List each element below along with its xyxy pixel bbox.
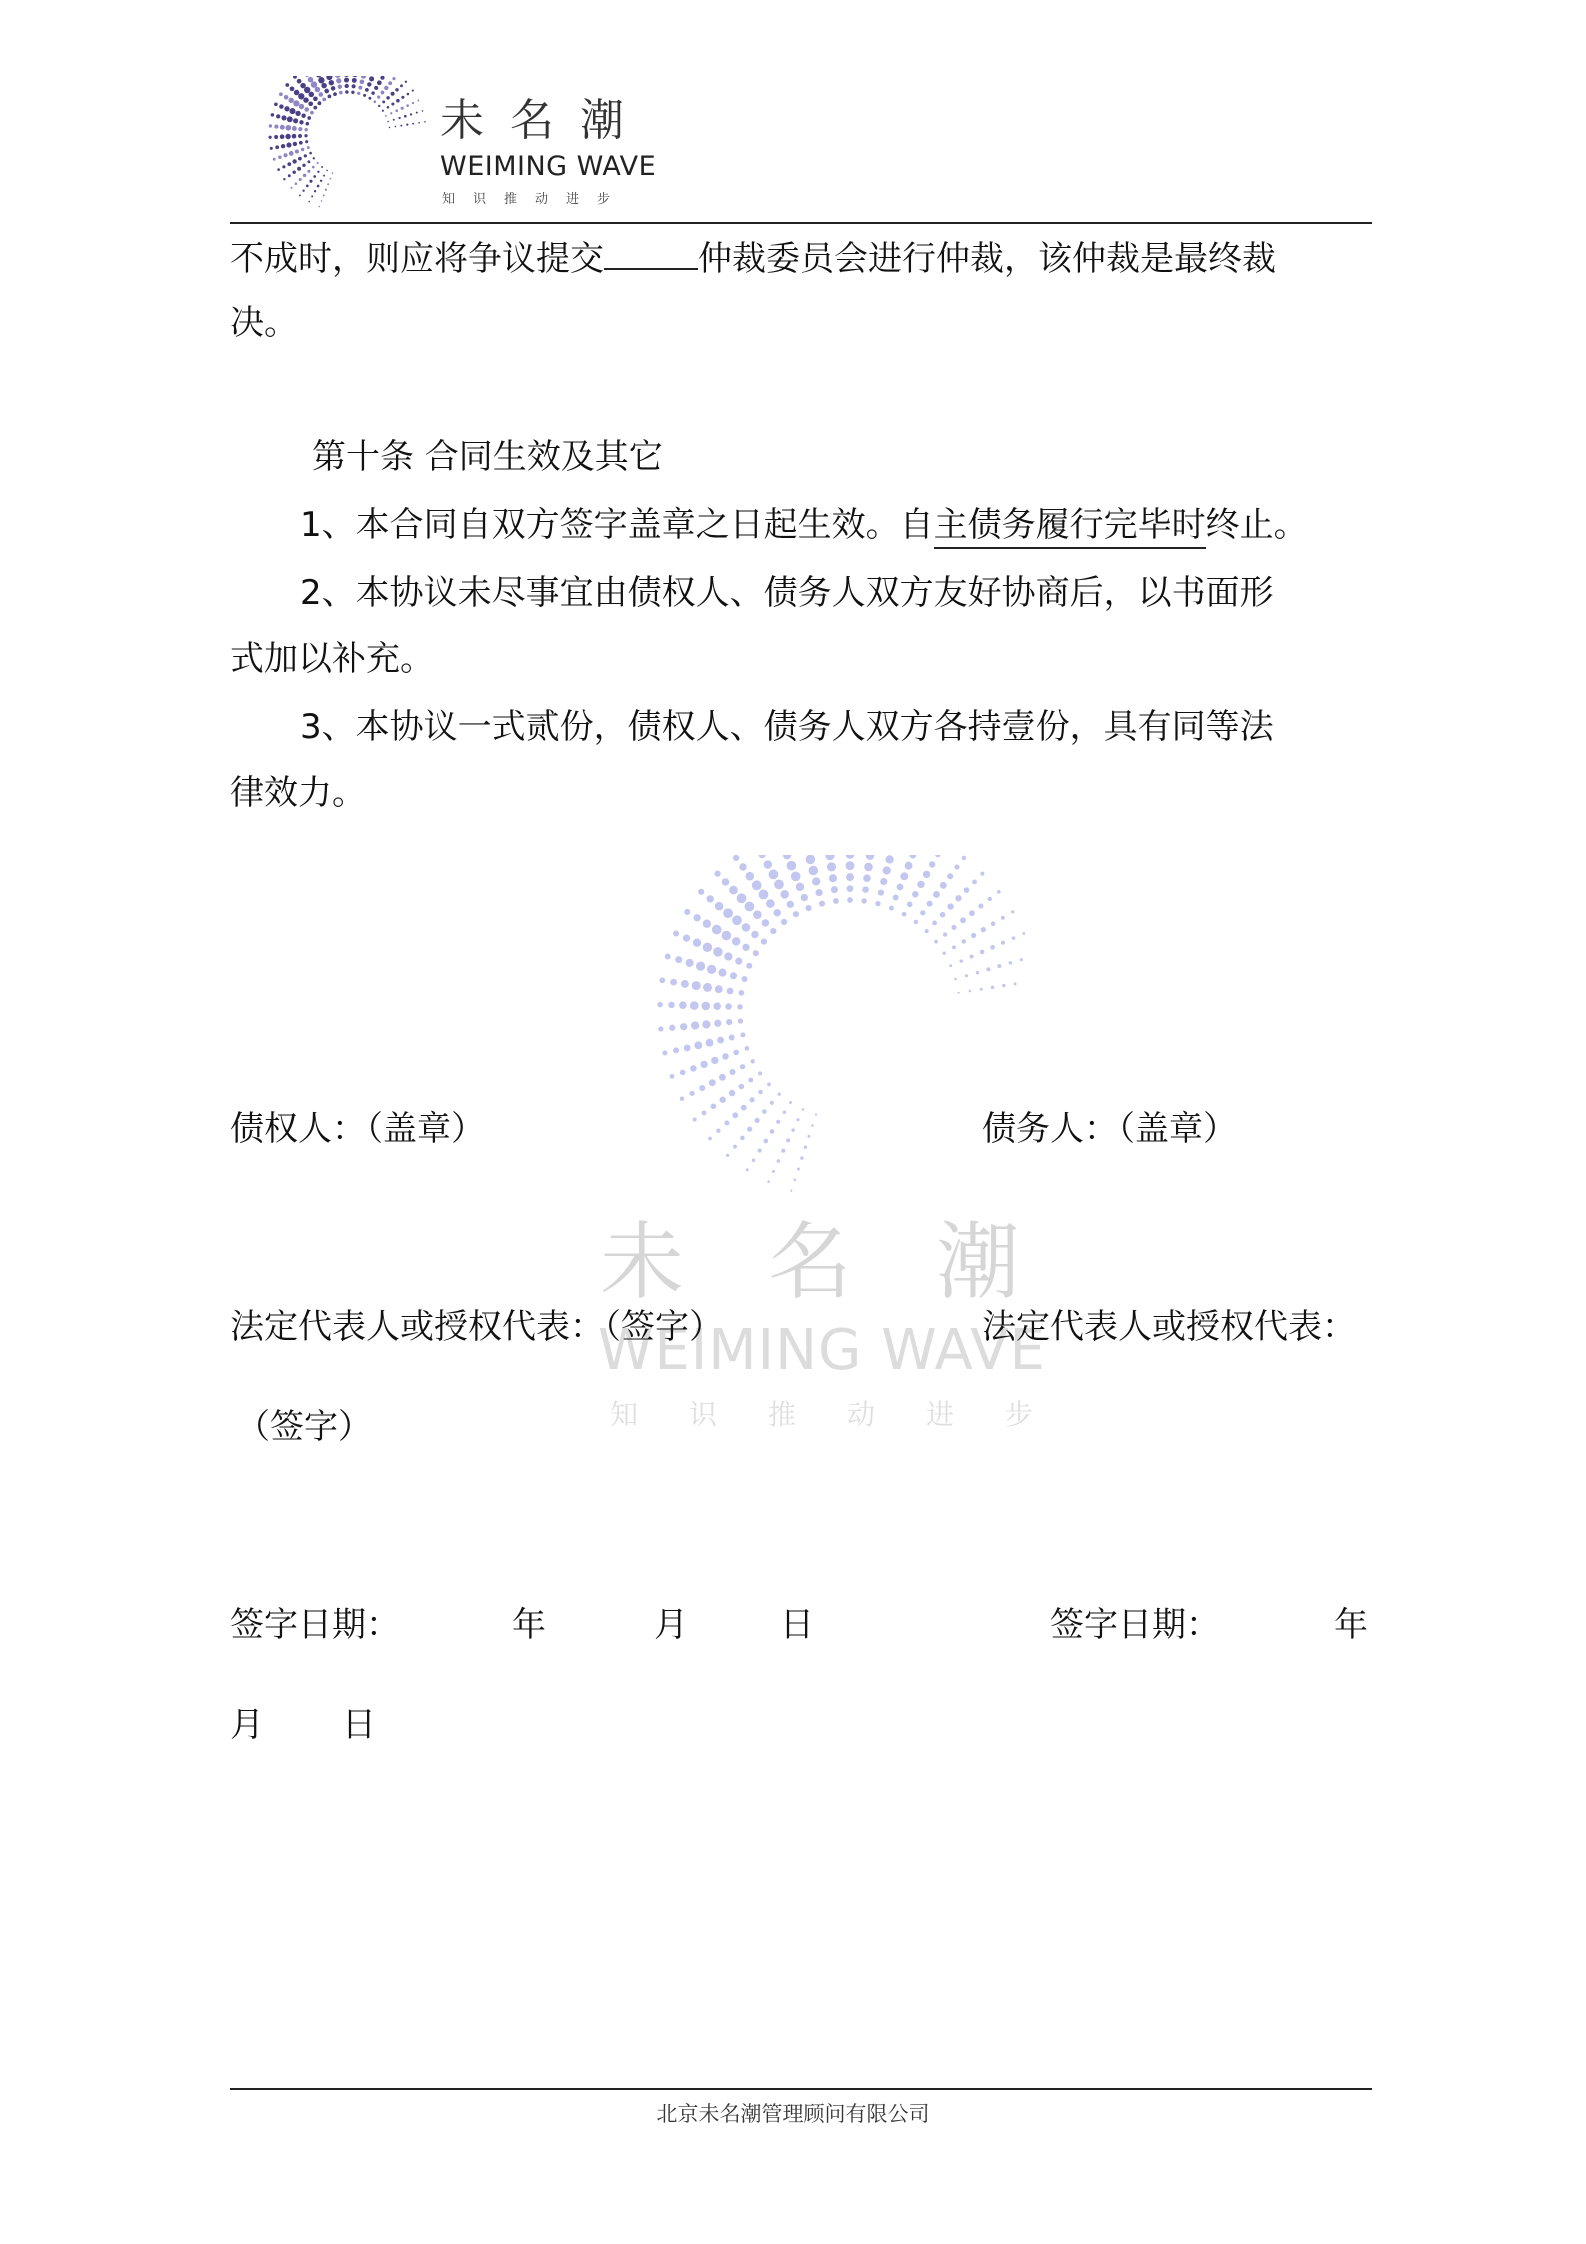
creditor-seal-label: 债权人：（盖章）: [230, 1109, 485, 1149]
clause-1-underlined: 主债务履行完毕时: [934, 505, 1206, 549]
watermark-chinese-name: 未名潮: [600, 1213, 1105, 1311]
paragraph-arbitration-end: 决。: [230, 303, 298, 343]
clause-3-line-2: 律效力。: [230, 773, 366, 813]
clause-2-line-2: 式加以补充。: [230, 639, 434, 679]
debtor-seal-label: 债务人：（盖章）: [982, 1109, 1237, 1149]
company-logo: [230, 76, 670, 211]
debtor-representative-label: 法定代表人或授权代表：: [982, 1307, 1356, 1347]
paragraph-arbitration: [230, 239, 1276, 279]
debtor-signature-label: （签字）: [236, 1407, 372, 1447]
footer-divider: [230, 2088, 1372, 2090]
arbitration-text-before: 不成时，则应将争议提交: [230, 239, 604, 279]
arbitration-text-after: 仲裁委员会进行仲裁，该仲裁是最终裁: [698, 239, 1276, 279]
debtor-date-label: 签字日期：: [1050, 1605, 1220, 1645]
logo-english-name: WEIMING WAVE: [440, 151, 657, 182]
clause-1-text: 1、本合同自双方签字盖章之日起生效。自: [300, 505, 934, 545]
creditor-date-label: 签字日期：: [230, 1605, 400, 1645]
debtor-date-month: 月: [230, 1705, 264, 1745]
creditor-representative-label: 法定代表人或授权代表：（签字）: [230, 1307, 723, 1347]
wave-logo-icon: [230, 76, 430, 211]
logo-tagline: 知识推动进步: [442, 192, 629, 207]
debtor-date-year: 年: [1334, 1605, 1368, 1645]
clause-1-end: 终止。: [1205, 505, 1308, 545]
clause-2-line-1: 2、本协议未尽事宜由债权人、债务人双方友好协商后，以书面形: [300, 573, 1274, 613]
creditor-date-day: 日: [780, 1605, 814, 1645]
creditor-date-month: 月: [654, 1605, 688, 1645]
arbitration-blank: [604, 240, 698, 270]
watermark-english-name: WEIMING WAVE: [598, 1318, 1046, 1383]
footer-company-name: 北京未名潮管理顾问有限公司: [656, 2102, 930, 2126]
clause-3-line-1: 3、本协议一式贰份，债权人、债务人双方各持壹份，具有同等法: [300, 707, 1274, 747]
clause-1: [300, 505, 1308, 545]
creditor-date-year: 年: [512, 1605, 546, 1645]
header-divider: [230, 222, 1372, 224]
logo-chinese-name: 未名潮: [440, 95, 650, 146]
article-heading: 第十条 合同生效及其它: [312, 437, 663, 477]
debtor-date-day: 日: [342, 1705, 376, 1745]
watermark-tagline: 知识推动进步: [610, 1398, 1085, 1431]
